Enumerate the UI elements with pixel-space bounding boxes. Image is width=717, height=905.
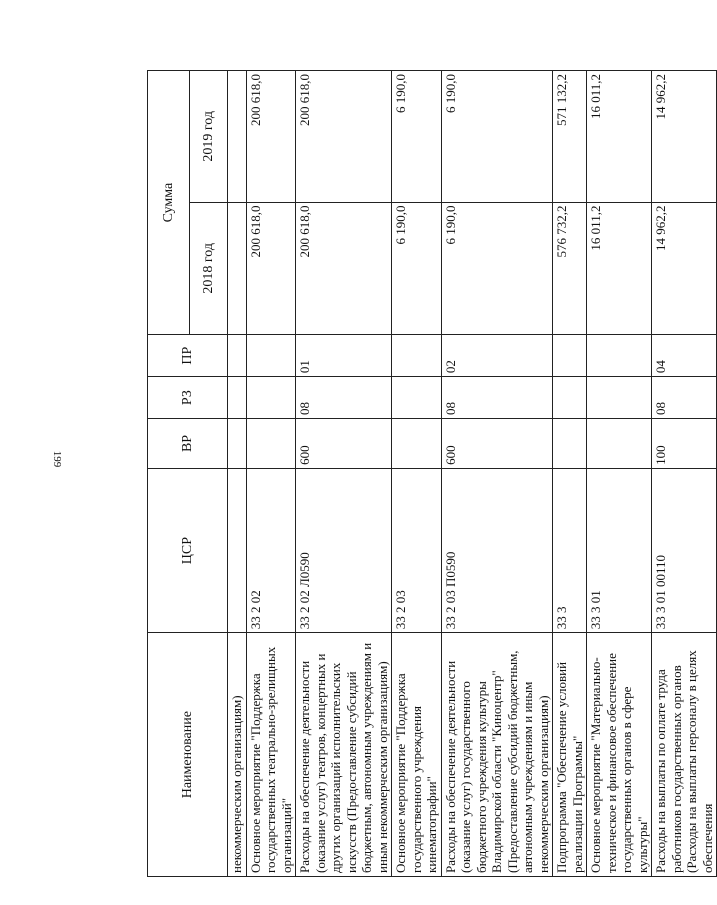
cell-y2019: [228, 71, 247, 203]
cell-rz: [246, 377, 296, 419]
cell-rz: [228, 377, 247, 419]
cell-y2018: 200 618,0: [246, 202, 296, 335]
cell-csr: [228, 468, 247, 632]
cell-vr: 600: [441, 419, 553, 469]
cell-name: Расходы на выплаты по оплате труда работников государственных органов (Расходы на выплаты персоналу в целях обеспечения: [652, 633, 717, 877]
cell-pr: [228, 335, 247, 377]
cell-y2018: 14 962,2: [652, 202, 717, 335]
cell-name: некоммерческим организациям): [228, 633, 247, 877]
cell-rz: 08: [296, 377, 392, 419]
cell-y2019: 6 190,0: [392, 71, 442, 203]
header-2018: 2018 год: [190, 202, 228, 335]
cell-csr: 33 2 02 Л0590: [296, 468, 392, 632]
budget-table-rotated: [147, 70, 715, 877]
cell-pr: [392, 335, 442, 377]
cell-pr: [246, 335, 296, 377]
cell-y2018: 576 732,2: [553, 202, 587, 335]
cell-vr: [553, 419, 587, 469]
cell-vr: [246, 419, 296, 469]
cell-name: Основное мероприятие "Материально-техническое и финансовое обеспечение государственных органов в сфере культуры": [587, 633, 652, 877]
cell-csr: 33 3 01 00110: [652, 468, 717, 632]
cell-y2018: 6 190,0: [392, 202, 442, 335]
page-number: 199: [51, 450, 63, 468]
cell-rz: [553, 377, 587, 419]
table-row: [587, 71, 652, 877]
cell-rz: [392, 377, 442, 419]
table-row: [228, 71, 247, 877]
table-row: [296, 71, 392, 877]
cell-y2019: 200 618,0: [246, 71, 296, 203]
header-rz: РЗ: [148, 377, 228, 419]
table-row: [652, 71, 717, 877]
cell-rz: [587, 377, 652, 419]
cell-y2018: 200 618,0: [296, 202, 392, 335]
cell-pr: 04: [652, 335, 717, 377]
table-row: [553, 71, 587, 877]
header-sum: Сумма: [148, 71, 190, 335]
cell-y2018: [228, 202, 247, 335]
cell-vr: [392, 419, 442, 469]
cell-pr: 01: [296, 335, 392, 377]
cell-y2018: 6 190,0: [441, 202, 553, 335]
cell-csr: 33 2 02: [246, 468, 296, 632]
header-name: Наименование: [148, 633, 228, 877]
header-vr: ВР: [148, 419, 228, 469]
cell-pr: [587, 335, 652, 377]
cell-csr: 33 3 01: [587, 468, 652, 632]
cell-y2019: 6 190,0: [441, 71, 553, 203]
cell-vr: [587, 419, 652, 469]
cell-csr: 33 2 03 П0590: [441, 468, 553, 632]
cell-y2019: 14 962,2: [652, 71, 717, 203]
cell-name: Расходы на обеспечение деятельности (оказание услуг) государственного бюджетного учреждения культуры Владимирской области "Киноцентр" (Предоставление субсидий бюджетным, автономным учреждениям и иным некоммерческим организациям): [441, 633, 553, 877]
cell-name: Расходы на обеспечение деятельности (оказание услуг) театров, концертных и других организаций исполнительских искусств (Предоставление субсидий бюджетным, автономным учреждениям и иным некоммерческим организациям): [296, 633, 392, 877]
cell-pr: [553, 335, 587, 377]
budget-table: [147, 70, 717, 877]
header-csr: ЦСР: [148, 468, 228, 632]
cell-csr: 33 2 03: [392, 468, 442, 632]
cell-rz: 08: [652, 377, 717, 419]
cell-pr: 02: [441, 335, 553, 377]
cell-vr: [228, 419, 247, 469]
table-row: [441, 71, 553, 877]
cell-name: Основное мероприятие "Поддержка государственного учреждения кинематографии": [392, 633, 442, 877]
cell-y2019: 571 132,2: [553, 71, 587, 203]
cell-vr: 100: [652, 419, 717, 469]
cell-vr: 600: [296, 419, 392, 469]
header-pr: ПР: [148, 335, 228, 377]
table-row: [246, 71, 296, 877]
cell-name: Основное мероприятие "Поддержка государственных театрально-зрелищных организаций": [246, 633, 296, 877]
cell-name: Подпрограмма "Обеспечение условий реализации Программы": [553, 633, 587, 877]
table-row: [392, 71, 442, 877]
cell-rz: 08: [441, 377, 553, 419]
cell-y2019: 16 011,2: [587, 71, 652, 203]
cell-y2018: 16 011,2: [587, 202, 652, 335]
cell-csr: 33 3: [553, 468, 587, 632]
cell-y2019: 200 618,0: [296, 71, 392, 203]
header-2019: 2019 год: [190, 71, 228, 203]
